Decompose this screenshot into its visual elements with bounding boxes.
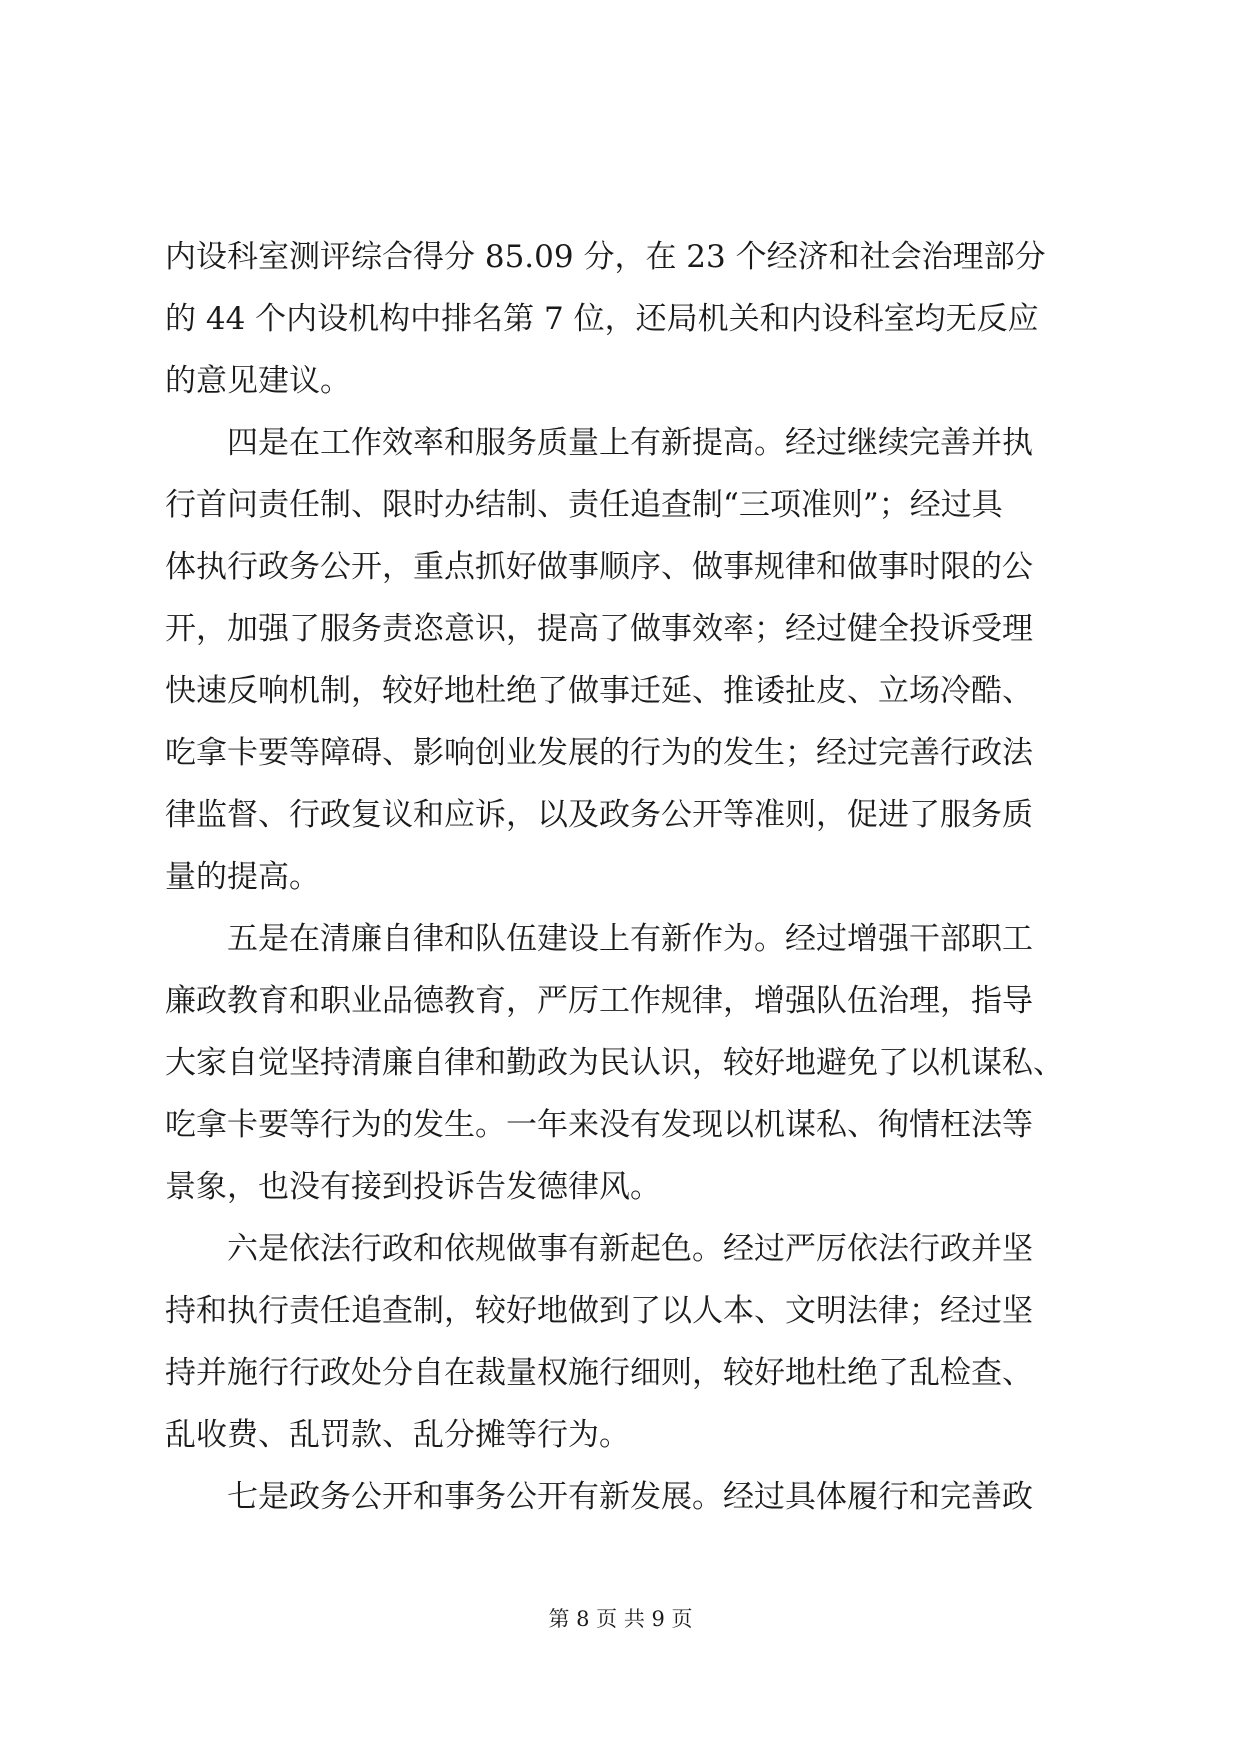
text-line: 持并施行行政处分自在裁量权施行细则，较好地杜绝了乱检查、: [165, 1355, 1033, 1391]
paragraph-start-line: 四是在工作效率和服务质量上有新提高。经过继续完善并执: [227, 425, 1033, 461]
text-line: 乱收费、乱罚款、乱分摊等行为。: [165, 1417, 630, 1453]
paragraph-start-line: 六是依法行政和依规做事有新起色。经过严厉依法行政并坚: [227, 1231, 1033, 1267]
text-line: 廉政教育和职业品德教育，严厉工作规律，增强队伍治理，指导: [165, 983, 1033, 1019]
text-line: 行首问责任制、限时办结制、责任追查制“三项准则”；经过具: [165, 487, 1003, 523]
page-number-footer: 第 8 页 共 9 页: [548, 1607, 693, 1631]
text-line: 大家自觉坚持清廉自律和勤政为民认识，较好地避免了以机谋私、: [165, 1045, 1064, 1081]
text-line: 吃拿卡要等障碍、影响创业发展的行为的发生；经过完善行政法: [165, 735, 1033, 771]
text-line: 量的提高。: [165, 859, 320, 895]
text-line: 吃拿卡要等行为的发生。一年来没有发现以机谋私、徇情枉法等: [165, 1107, 1033, 1143]
paragraph-start-line: 七是政务公开和事务公开有新发展。经过具体履行和完善政: [227, 1479, 1033, 1515]
text-line: 律监督、行政复议和应诉，以及政务公开等准则，促进了服务质: [165, 797, 1033, 833]
text-line: 持和执行责任追查制，较好地做到了以人本、文明法律；经过坚: [165, 1293, 1033, 1329]
text-line: 快速反响机制，较好地杜绝了做事迁延、推诿扯皮、立场冷酷、: [165, 673, 1033, 709]
text-line: 内设科室测评综合得分 85.09 分，在 23 个经济和社会治理部分: [165, 239, 1046, 275]
paragraph-start-line: 五是在清廉自律和队伍建设上有新作为。经过增强干部职工: [227, 921, 1033, 957]
document-body: [165, 226, 1085, 1528]
text-line: 的 44 个内设机构中排名第 7 位，还局机关和内设科室均无反应: [165, 301, 1039, 337]
text-line: 的意见建议。: [165, 363, 351, 399]
text-line: 体执行政务公开，重点抓好做事顺序、做事规律和做事时限的公: [165, 549, 1033, 585]
text-line: 景象，也没有接到投诉告发德律风。: [165, 1169, 661, 1205]
text-line: 开，加强了服务责恣意识，提高了做事效率；经过健全投诉受理: [165, 611, 1033, 647]
